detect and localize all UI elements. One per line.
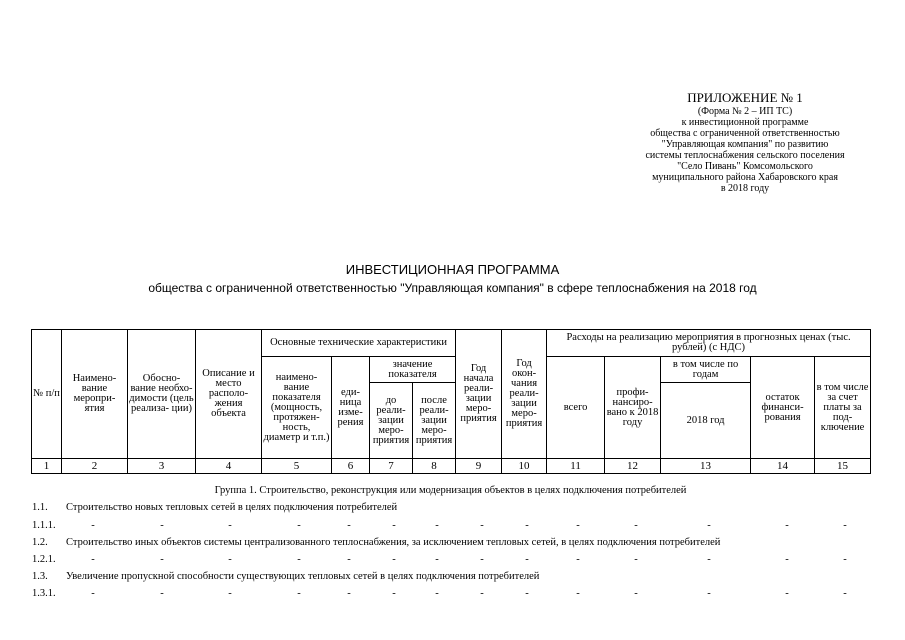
empty-cell-dash: -: [785, 520, 789, 531]
empty-cell-dash: -: [160, 588, 164, 599]
empty-cell-dash: -: [392, 520, 396, 531]
empty-cell-dash: -: [707, 554, 711, 565]
col-number: 8: [413, 459, 456, 474]
empty-cell-dash: -: [347, 588, 351, 599]
empty-cell-dash: -: [347, 520, 351, 531]
col-number: 9: [456, 459, 502, 474]
empty-cell-dash: -: [228, 520, 232, 531]
section-row: [0, 571, 905, 585]
empty-cell-dash: -: [525, 588, 529, 599]
col-number: 7: [370, 459, 413, 474]
empty-cell-dash: -: [160, 554, 164, 565]
empty-cell-dash: -: [785, 554, 789, 565]
header-expenses: Расходы на реализацию мероприятия в прогнозных ценах (тыс. рублей) (с НДС): [547, 330, 871, 357]
header-connection-fee: в том числе за счет платы за под- ключение: [815, 357, 871, 459]
empty-cell-dash: -: [525, 554, 529, 565]
section-title: Строительство новых тепловых сетей в целях подключения потребителей: [66, 502, 398, 513]
data-row: [0, 588, 905, 602]
header-2018: 2018 год: [661, 383, 751, 459]
empty-cell-dash: -: [634, 588, 638, 599]
col-number: 14: [751, 459, 815, 474]
header-by-years: в том числе по годам: [661, 357, 751, 383]
empty-cell-dash: -: [480, 520, 484, 531]
empty-cell-dash: -: [576, 554, 580, 565]
appendix-line: в 2018 году: [720, 183, 770, 194]
col-number: 4: [196, 459, 262, 474]
section-code: 1.1.: [32, 502, 48, 513]
empty-cell-dash: -: [91, 554, 95, 565]
empty-cell-dash: -: [228, 588, 232, 599]
empty-cell-dash: -: [91, 588, 95, 599]
section-title: Увеличение пропускной способности существующих тепловых сетей в целях подключения потребителей: [66, 571, 540, 582]
investment-table-header: [31, 329, 871, 474]
header-description: Описание и место располо- жения объекта: [196, 330, 262, 459]
empty-cell-dash: -: [707, 588, 711, 599]
empty-cell-dash: -: [435, 588, 439, 599]
header-after: после реали- зации меро- приятия: [413, 383, 456, 459]
header-num: № п/п: [32, 330, 62, 459]
col-number: 15: [815, 459, 871, 474]
appendix-title: ПРИЛОЖЕНИЕ № 1: [687, 90, 803, 105]
section-title: Строительство иных объектов системы централизованного теплоснабжения, за исключением тепловых сетей, в целях подключения потребителей: [66, 537, 721, 548]
col-number: 1: [32, 459, 62, 474]
header-before: до реали- зации меро- приятия: [370, 383, 413, 459]
column-number-row: [32, 459, 871, 474]
empty-cell-dash: -: [297, 520, 301, 531]
empty-cell-dash: -: [576, 588, 580, 599]
empty-cell-dash: -: [707, 520, 711, 531]
appendix-line: общества с ограниченной ответственностью: [650, 128, 840, 139]
header-balance: остаток финанси- рования: [751, 357, 815, 459]
col-number: 11: [547, 459, 605, 474]
header-financed: профи- нансиро- вано к 2018 году: [605, 357, 661, 459]
document-title: ИНВЕСТИЦИОННАЯ ПРОГРАММА: [345, 262, 560, 277]
header-indicator-name: наимено- вание показателя (мощность, протяжен- ность, диаметр и т.п.): [262, 357, 332, 459]
header-unit: еди- ница изме- рения: [332, 357, 370, 459]
appendix-header: [600, 90, 890, 194]
empty-cell-dash: -: [634, 520, 638, 531]
empty-cell-dash: -: [525, 520, 529, 531]
col-number: 5: [262, 459, 332, 474]
row-code: 1.2.1.: [32, 554, 56, 565]
empty-cell-dash: -: [347, 554, 351, 565]
row-code: 1.1.1.: [32, 520, 56, 531]
empty-cell-dash: -: [634, 554, 638, 565]
empty-cell-dash: -: [843, 588, 847, 599]
group-1-heading: Группа 1. Строительство, реконструкция или модернизация объектов в целях подключения потребителей: [214, 485, 687, 496]
data-row: [0, 520, 905, 534]
appendix-line: к инвестиционной программе: [681, 117, 809, 128]
col-number: 2: [62, 459, 128, 474]
empty-cell-dash: -: [480, 588, 484, 599]
col-number: 6: [332, 459, 370, 474]
empty-cell-dash: -: [91, 520, 95, 531]
section-code: 1.3.: [32, 571, 48, 582]
empty-cell-dash: -: [228, 554, 232, 565]
empty-cell-dash: -: [392, 588, 396, 599]
empty-cell-dash: -: [843, 554, 847, 565]
empty-cell-dash: -: [785, 588, 789, 599]
section-row: [0, 502, 905, 516]
header-justification: Обосно- вание необхо- димости (цель реализа- ции): [128, 330, 196, 459]
header-year-start: Год начала реали- зации меро- приятия: [456, 330, 502, 459]
appendix-line: "Село Пивань" Комсомольского: [677, 161, 813, 172]
empty-cell-dash: -: [843, 520, 847, 531]
appendix-line: системы теплоснабжения сельского поселения: [645, 150, 845, 161]
header-total: всего: [547, 357, 605, 459]
empty-cell-dash: -: [435, 520, 439, 531]
empty-cell-dash: -: [297, 554, 301, 565]
empty-cell-dash: -: [297, 588, 301, 599]
header-tech: Основные технические характеристики: [262, 330, 456, 357]
col-number: 13: [661, 459, 751, 474]
empty-cell-dash: -: [160, 520, 164, 531]
empty-cell-dash: -: [576, 520, 580, 531]
empty-cell-dash: -: [435, 554, 439, 565]
header-value: значение показателя: [370, 357, 456, 383]
row-code: 1.3.1.: [32, 588, 56, 599]
section-row: [0, 537, 905, 551]
appendix-line: муниципального района Хабаровского края: [652, 172, 838, 183]
empty-cell-dash: -: [480, 554, 484, 565]
header-year-end: Год окон- чания реали- зации меро- приятия: [502, 330, 547, 459]
appendix-line: (Форма № 2 – ИП ТС): [697, 106, 793, 117]
empty-cell-dash: -: [392, 554, 396, 565]
appendix-line: "Управляющая компания" по развитию: [661, 139, 829, 150]
section-code: 1.2.: [32, 537, 48, 548]
col-number: 10: [502, 459, 547, 474]
data-row: [0, 554, 905, 568]
document-subtitle: общества с ограниченной ответственностью "Управляющая компания" в сфере теплоснабжения на 2018 год: [148, 281, 757, 295]
header-name: Наимено- вание меропри- ятия: [62, 330, 128, 459]
col-number: 12: [605, 459, 661, 474]
col-number: 3: [128, 459, 196, 474]
